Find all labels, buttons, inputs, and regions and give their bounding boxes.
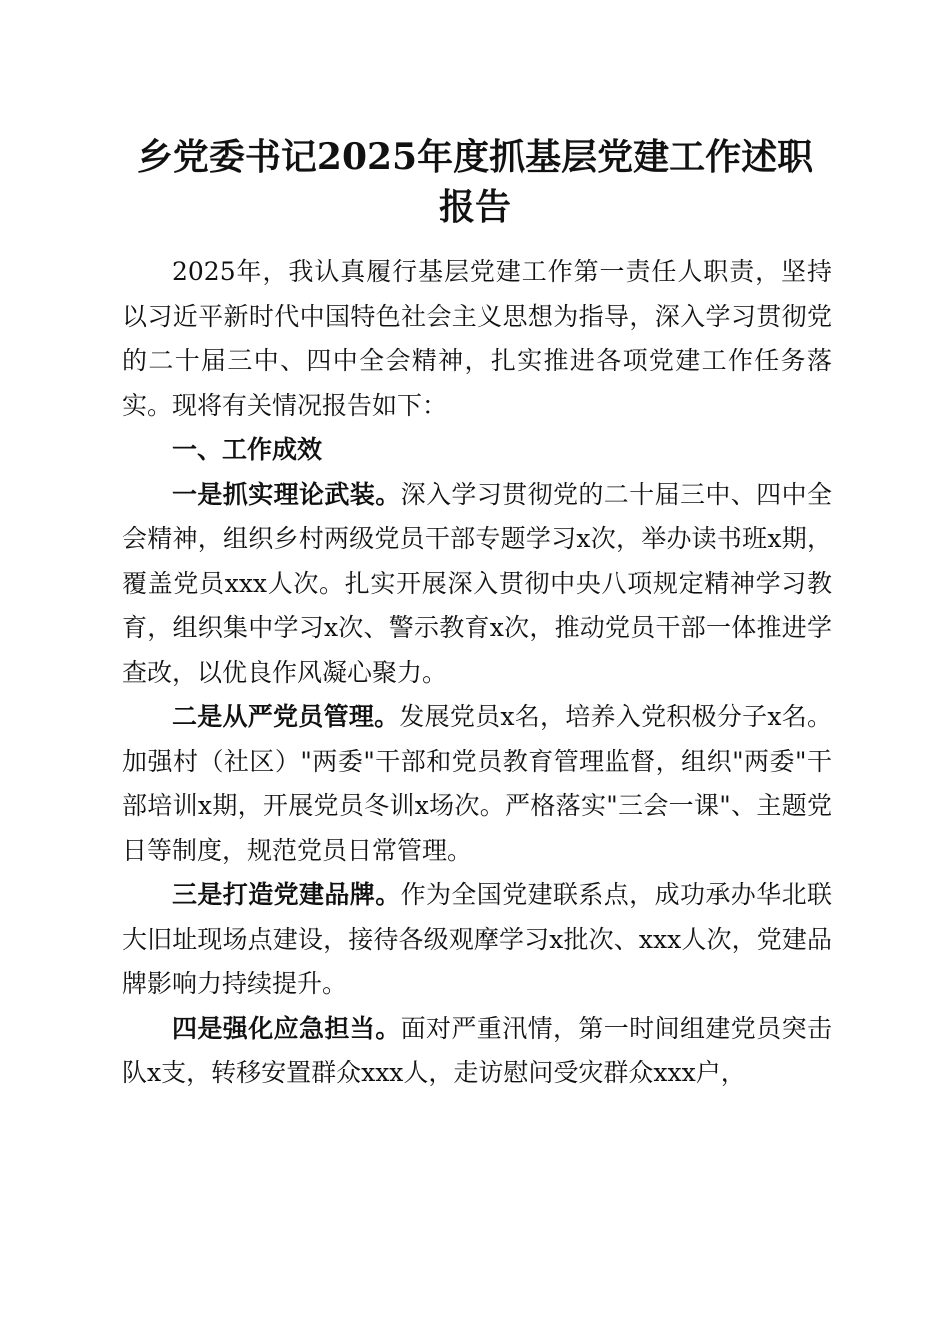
item-text: 深入学习贯彻党的二十届三中、四中全会精神，组织乡村两级党员干部专题学习x次，举办读书班x期，覆盖党员xxx人次。扎实开展深入贯彻中央八项规定精神学习教育，组织集中学习x次、警示教育x次，推动党员干部一体推进学查改，以优良作风凝心聚力。 <box>122 479 832 687</box>
item-paragraph-theory <box>122 473 832 696</box>
item-lead: 二是从严党员管理。 <box>172 702 400 731</box>
item-text: 面对严重汛情，第一时间组建党员突击队x支，转移安置群众xxx人，走访慰问受灾群众xxx户， <box>122 1013 832 1087</box>
section-heading-achievements: 一、工作成效 <box>172 435 323 464</box>
document-title: 乡党委书记2025年度抓基层党建工作述职报告 <box>136 136 814 228</box>
item-paragraph-emergency <box>122 1007 832 1096</box>
document-body <box>122 250 832 1096</box>
item-text: 发展党员x名，培养入党积极分子x名。加强村（社区）"两委"干部和党员教育管理监督，组织"两委"干部培训x期，开展党员冬训x场次。严格落实"三会一课"、主题党日等制度，规范党员日常管理。 <box>122 702 832 865</box>
item-paragraph-member-management <box>122 695 832 873</box>
intro-paragraph: 2025年，我认真履行基层党建工作第一责任人职责，坚持以习近平新时代中国特色社会主义思想为指导，深入学习贯彻党的二十届三中、四中全会精神，扎实推进各项党建工作任务落实。现将有关情况报告如下： <box>122 257 832 420</box>
item-lead: 一是抓实理论武装。 <box>172 479 401 509</box>
item-lead: 三是打造党建品牌。 <box>172 880 401 909</box>
item-paragraph-brand <box>122 873 832 1007</box>
item-lead: 四是强化应急担当。 <box>172 1013 401 1043</box>
item-text: 作为全国党建联系点，成功承办华北联大旧址现场点建设，接待各级观摩学习x批次、xxx人次，党建品牌影响力持续提升。 <box>122 880 832 998</box>
